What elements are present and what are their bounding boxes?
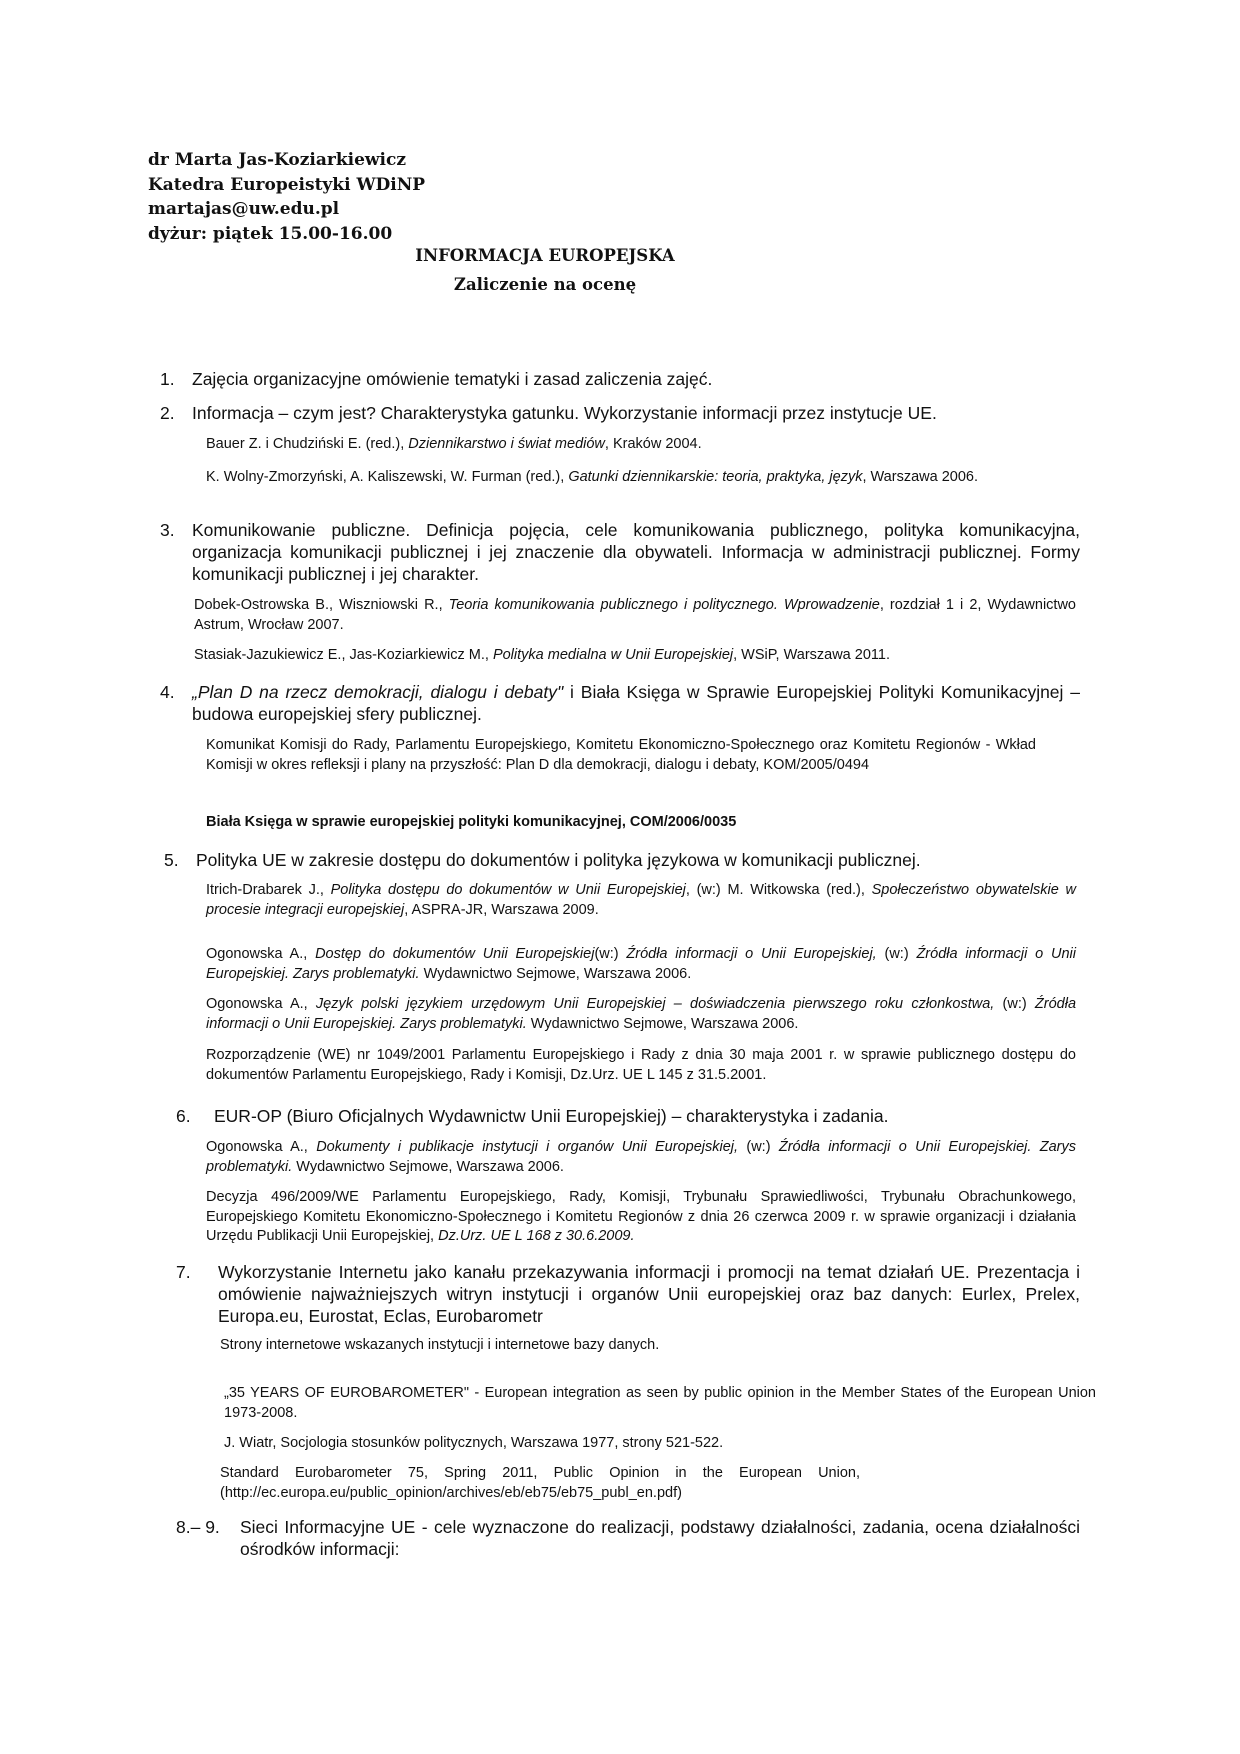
office-hours: dyżur: piątek 15.00-16.00 [148,223,393,244]
department: Katedra Europeistyki WDiNP [148,174,426,195]
reference: Ogonowska A., Dostęp do dokumentów Unii Europejskiej(w:) Źródła informacji o Unii Europejskiej, (w:) Źródła informacji o Unii Europejskiej. Zarys problematyki. Wydawnictwo Sejmowe, Warszawa 2006. [206,946,1076,982]
topic-text: Informacja – czym jest? Charakterystyka gatunku. Wykorzystanie informacji przez instytucje UE. [192,403,937,423]
topic-6 [176,1105,1080,1127]
reference: Komunikat Komisji do Rady, Parlamentu Europejskiego, Komitetu Ekonomiczno-Społecznego oraz Komitetu Regionów - Wkład Komisji w okres refleksji i plany na przyszłość: Plan D dla demokracji, dialogu i debaty, KOM/2005/0494 [206,737,1036,773]
topic-number: 3. [160,520,175,540]
topic-4 [160,681,1080,725]
topic-2 [160,402,1080,424]
reference: „35 YEARS OF EUROBAROMETER" - European integration as seen by public opinion in the Member States of the European Union 1973-2008. [224,1385,1096,1421]
course-subtitle: Zaliczenie na ocenę [453,275,637,294]
reference: Stasiak-Jazukiewicz E., Jas-Koziarkiewicz M., Polityka medialna w Unii Europejskiej, WSiP, Warszawa 2011. [194,647,890,663]
reference: Decyzja 496/2009/WE Parlamentu Europejskiego, Rady, Komisji, Trybunału Sprawiedliwości, Trybunału Obrachunkowego, Europejskiego Komitetu Ekonomiczno-Społecznego i Komitetu Regionów z dnia 26 czerwca 2009 r. w sprawie organizacji i działania Urzędu Publikacji Unii Europejskiej, Dz.Urz. UE L 168 z 30.6.2009. [206,1189,1076,1244]
reference: J. Wiatr, Socjologia stosunków politycznych, Warszawa 1977, strony 521-522. [224,1435,724,1451]
topic-7 [176,1261,1080,1327]
topic-number: 8.– 9. [176,1517,220,1537]
topic-text: Wykorzystanie Internetu jako kanału przekazywania informacji i promocji na temat działań UE. Prezentacja i omówienie najważniejszych witryn instytucji i organów Unii europejskiej oraz baz danych: Eurlex, Prelex, Europa.eu, Eurostat, Eclas, Eurobarometr [218,1262,1080,1326]
reference: Biała Księga w sprawie europejskiej polityki komunikacyjnej, COM/2006/0035 [206,814,737,830]
reference: K. Wolny-Zmorzyński, A. Kaliszewski, W. Furman (red.), Gatunki dziennikarskie: teoria, praktyka, język, Warszawa 2006. [206,469,978,485]
topic-8-9 [176,1516,1080,1560]
reference: Strony internetowe wskazanych instytucji i internetowe bazy danych. [220,1337,660,1353]
topic-text: Polityka UE w zakresie dostępu do dokumentów i polityka językowa w komunikacji publicznej. [196,850,921,870]
topic-number: 7. [176,1262,191,1282]
topic-text: Komunikowanie publiczne. Definicja pojęcia, cele komunikowania publicznego, polityka komunikacyjna, organizacja komunikacji publicznej i jej znaczenie dla obywateli. Informacja w administracji publicznej. Formy komunikacji publicznej i jej charakter. [192,520,1080,584]
reference: Itrich-Drabarek J., Polityka dostępu do dokumentów w Unii Europejskiej, (w:) M. Witkowska (red.), Społeczeństwo obywatelskie w procesie integracji europejskiej, ASPRA-JR, Warszawa 2009. [206,882,1076,918]
topic-text: „Plan D na rzecz demokracji, dialogu i debaty" i Biała Księga w Sprawie Europejskiej Polityki Komunikacyjnej – budowa europejskiej sfery publicznej. [192,682,1081,724]
topic-3 [160,519,1080,585]
topic-text: Sieci Informacyjne UE - cele wyznaczone do realizacji, podstawy działalności, zadania, ocena działalności ośrodków informacji: [240,1517,1080,1559]
reference: Bauer Z. i Chudziński E. (red.), Dziennikarstwo i świat mediów, Kraków 2004. [206,436,702,452]
topic-text: EUR-OP (Biuro Oficjalnych Wydawnictw Unii Europejskiej) – charakterystyka i zadania. [214,1106,889,1126]
reference: Dobek-Ostrowska B., Wiszniowski R., Teoria komunikowania publicznego i politycznego. Wprowadzenie, rozdział 1 i 2, Wydawnictwo Astrum, Wrocław 2007. [194,597,1076,633]
reference: Ogonowska A., Dokumenty i publikacje instytucji i organów Unii Europejskiej, (w:) Źródła informacji o Unii Europejskiej. Zarys problematyki. Wydawnictwo Sejmowe, Warszawa 2006. [206,1139,1077,1175]
topic-number: 2. [160,403,175,423]
author-name: dr Marta Jas-Koziarkiewicz [148,150,406,170]
course-title: INFORMACJA EUROPEJSKA [415,246,675,265]
reference: Standard Eurobarometer 75, Spring 2011, Public Opinion in the European Union, (http://ec.europa.eu/public_opinion/archives/eb/eb75/eb75_publ_en.pdf) [220,1465,860,1501]
reference: Ogonowska A., Język polski językiem urzędowym Unii Europejskiej – doświadczenia pierwszego roku członkostwa, (w:) Źródła informacji o Unii Europejskiej. Zarys problematyki. Wydawnictwo Sejmowe, Warszawa 2006. [206,996,1077,1032]
topic-5 [164,849,1080,871]
author-header [148,148,425,246]
topic-number: 1. [160,369,175,389]
topic-1 [160,368,1080,390]
topic-number: 4. [160,682,175,702]
topic-text: Zajęcia organizacyjne omówienie tematyki i zasad zaliczenia zajęć. [192,369,713,389]
topic-number: 6. [176,1106,191,1126]
reference: Rozporządzenie (WE) nr 1049/2001 Parlamentu Europejskiego i Rady z dnia 30 maja 2001 r. w sprawie publicznego dostępu do dokumentów Parlamentu Europejskiego, Rady i Komisji, Dz.Urz. UE L 145 z 31.5.2001. [206,1047,1076,1083]
email: martajas@uw.edu.pl [148,199,340,219]
topic-number: 5. [164,850,179,870]
